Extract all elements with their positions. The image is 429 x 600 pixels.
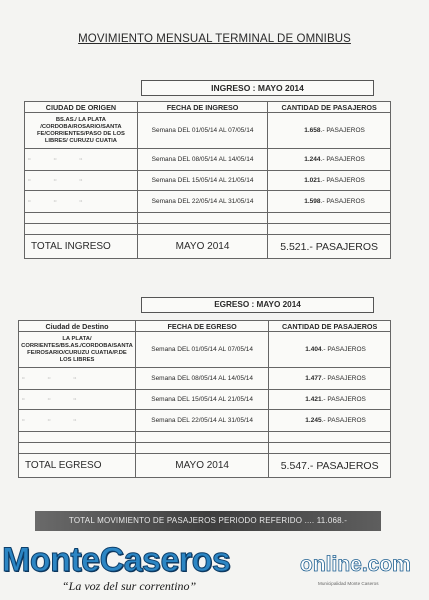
- table-row: [25, 191, 391, 213]
- egreso-caption: EGRESO : MAYO 2014: [141, 297, 374, 313]
- table-row: [25, 149, 391, 171]
- passenger-count: 1.404.- PASAJEROS: [269, 332, 391, 368]
- table-row: [25, 113, 391, 149]
- ditto-marks: ““ ““ ““: [25, 171, 138, 191]
- passenger-count: 1.244.- PASAJEROS: [268, 149, 391, 171]
- empty-row: [25, 224, 391, 235]
- page-title: MOVIMIENTO MENSUAL TERMINAL DE OMNIBUS: [78, 33, 351, 45]
- ditto-marks: ““ ““ ““: [19, 390, 136, 410]
- table-row: [19, 368, 391, 390]
- total-egreso-count: 5.547.- PASAJEROS: [269, 454, 391, 478]
- total-row: [19, 454, 391, 478]
- watermark: [0, 538, 429, 600]
- ditto-marks: ““ ““ ““: [19, 368, 136, 390]
- total-egreso-month: MAYO 2014: [135, 454, 268, 478]
- watermark-brand: MonteCaseros: [2, 541, 231, 579]
- total-ingreso-count: 5.521.- PASAJEROS: [268, 235, 391, 259]
- destination-cities: LA PLATA/ CORRIENTES/BS.AS./CORDOBA/SANTA FE/ROSARIO/CURUZU CUATIA/P.DE LOS LIBRES: [19, 332, 136, 368]
- ditto-marks: ““ ““ ““: [25, 191, 138, 213]
- ingreso-table: [24, 101, 391, 259]
- total-row: [25, 235, 391, 259]
- table-row: [19, 410, 391, 432]
- passenger-count: 1.245.- PASAJEROS: [269, 410, 391, 432]
- total-ingreso-label: TOTAL INGRESO: [25, 235, 138, 259]
- ditto-marks: ““ ““ ““: [19, 410, 136, 432]
- empty-row: [19, 432, 391, 443]
- header-cantidad: CANTIDAD DE PASAJEROS: [268, 102, 391, 113]
- week-range: Semana DEL 01/05/14 AL 07/05/14: [135, 332, 268, 368]
- week-range: Semana DEL 15/05/14 AL 21/05/14: [135, 390, 268, 410]
- total-egreso-label: TOTAL EGRESO: [19, 454, 136, 478]
- header-fecha: FECHA DE EGRESO: [135, 321, 268, 332]
- week-range: Semana DEL 08/05/14 AL 14/05/14: [135, 368, 268, 390]
- watermark-suffix: online.com: [300, 553, 411, 576]
- week-range: Semana DEL 01/05/14 AL 07/05/14: [137, 113, 267, 149]
- week-range: Semana DEL 22/05/14 AL 31/05/14: [137, 191, 267, 213]
- watermark-small-text: Municipalidad Monte Caseros: [318, 581, 379, 586]
- table-header-row: [25, 102, 391, 113]
- week-range: Semana DEL 15/05/14 AL 21/05/14: [137, 171, 267, 191]
- passenger-count: 1.598.- PASAJEROS: [268, 191, 391, 213]
- empty-row: [19, 443, 391, 454]
- passenger-count: 1.658.- PASAJEROS: [268, 113, 391, 149]
- week-range: Semana DEL 22/05/14 AL 31/05/14: [135, 410, 268, 432]
- header-ciudad: Ciudad de Destino: [19, 321, 136, 332]
- total-movement-banner: TOTAL MOVIMIENTO DE PASAJEROS PERIODO REFERIDO .... 11.068.-: [35, 511, 381, 531]
- table-header-row: [19, 321, 391, 332]
- ditto-marks: ““ ““ ““: [25, 149, 138, 171]
- header-fecha: FECHA DE INGRESO: [137, 102, 267, 113]
- passenger-count: 1.021.- PASAJEROS: [268, 171, 391, 191]
- egreso-table: [18, 320, 391, 478]
- ingreso-caption: INGRESO : MAYO 2014: [141, 80, 374, 96]
- passenger-count: 1.421.- PASAJEROS: [269, 390, 391, 410]
- watermark-slogan: “La voz del sur correntino”: [62, 579, 197, 593]
- origin-cities: BS.AS./ LA PLATA /CORDOBA/ROSARIO/SANTA FE/CORRIENTES/PASO DE LOS LIBRES/ CURUZU CUATIA: [25, 113, 138, 149]
- table-row: [25, 171, 391, 191]
- passenger-count: 1.477.- PASAJEROS: [269, 368, 391, 390]
- table-row: [19, 390, 391, 410]
- header-ciudad: CIUDAD DE ORIGEN: [25, 102, 138, 113]
- total-ingreso-month: MAYO 2014: [137, 235, 267, 259]
- table-row: [19, 332, 391, 368]
- week-range: Semana DEL 08/05/14 AL 14/05/14: [137, 149, 267, 171]
- empty-row: [25, 213, 391, 224]
- header-cantidad: CANTIDAD DE PASAJEROS: [269, 321, 391, 332]
